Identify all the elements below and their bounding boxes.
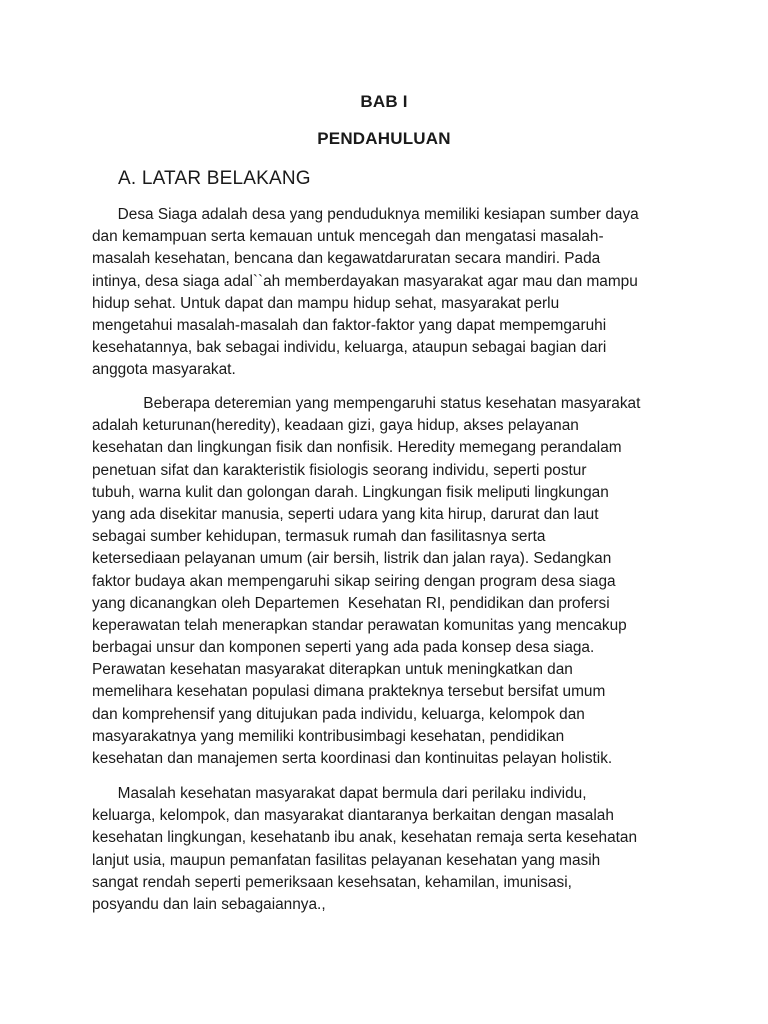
text-line: hidup sehat. Untuk dapat dan mampu hidup sehat, masyarakat perlu <box>92 294 560 312</box>
text-line: dan kemampuan serta kemauan untuk mencegah dan mengatasi masalah- <box>92 228 604 246</box>
text-line: ketersediaan pelayanan umum (air bersih, listrik dan jalan raya). Sedangkan <box>92 550 612 568</box>
section-heading: A. LATAR BELAKANG <box>118 168 311 189</box>
paragraph-2 <box>92 393 682 770</box>
text-line: yang ada disekitar manusia, seperti udara yang kita hirup, darurat dan laut <box>92 505 599 523</box>
text-line: lanjut usia, maupun pemanfatan fasilitas pelayanan kesehatan yang masih <box>92 851 601 869</box>
chapter-number: BAB I <box>360 92 408 111</box>
text-line: adalah keturunan(heredity), keadaan gizi, gaya hidup, akses pelayanan <box>92 417 579 435</box>
text-line: tubuh, warna kulit dan golongan darah. Lingkungan fisik meliputi lingkungan <box>92 483 609 501</box>
text-line: posyandu dan lain sebagaiannya., <box>92 895 326 913</box>
text-line: intinya, desa siaga adal``ah memberdayakan masyarakat agar mau dan mampu <box>92 272 638 290</box>
text-line: dan komprehensif yang ditujukan pada individu, keluarga, kelompok dan <box>92 705 585 723</box>
text-line: masyarakatnya yang memiliki kontribusimbagi kesehatan, pendidikan <box>92 727 565 745</box>
text-line: anggota masyarakat. <box>92 361 236 379</box>
text-line: sangat rendah seperti pemeriksaan kesehsatan, kehamilan, imunisasi, <box>92 873 572 891</box>
text-line: yang dicanangkan oleh Departemen Kesehatan RI, pendidikan dan profersi <box>92 594 610 612</box>
text-line: mengetahui masalah-masalah dan faktor-faktor yang dapat mempemgaruhi <box>92 316 607 334</box>
text-line: faktor budaya akan mempengaruhi sikap seiring dengan program desa siaga <box>92 572 616 590</box>
chapter-title: PENDAHULUAN <box>317 129 451 148</box>
text-line: masalah kesehatan, bencana dan kegawatdaruratan secara mandiri. Pada <box>92 250 601 268</box>
text-line: Masalah kesehatan masyarakat dapat bermula dari perilaku individu, <box>92 785 587 802</box>
paragraph-1 <box>92 204 682 382</box>
paragraph-3 <box>92 783 682 916</box>
text-line: kesehatan dan manajemen serta koordinasi dan kontinuitas pelayan holistik. <box>92 750 613 767</box>
text-line: Perawatan kesehatan masyarakat diterapkan untuk meningkatkan dan <box>92 661 573 679</box>
text-line: keluarga, kelompok, dan masyarakat diantaranya berkaitan dengan masalah <box>92 807 614 825</box>
text-line: kesehatan dan lingkungan fisik dan nonfisik. Heredity memegang perandalam <box>92 439 622 457</box>
text-line: Beberapa deteremian yang mempengaruhi status kesehatan masyarakat <box>92 395 641 412</box>
text-line: penetuan sifat dan karakteristik fisiologis seorang individu, seperti postur <box>92 461 587 479</box>
text-line: memelihara kesehatan populasi dimana prakteknya tersebut bersifat umum <box>92 683 606 701</box>
text-line: sebagai sumber kehidupan, termasuk rumah dan fasilitasnya serta <box>92 528 546 546</box>
text-line: berbagai unsur dan komponen seperti yang ada pada konsep desa siaga. <box>92 639 595 657</box>
text-line: keperawatan telah menerapkan standar perawatan komunitas yang mencakup <box>92 616 627 634</box>
text-line: Desa Siaga adalah desa yang penduduknya memiliki kesiapan sumber daya <box>92 206 639 223</box>
text-line: kesehatan lingkungan, kesehatanb ibu anak, kesehatan remaja serta kesehatan <box>92 829 638 847</box>
text-line: kesehatannya, bak sebagai individu, keluarga, ataupun sebagai bagian dari <box>92 339 607 357</box>
